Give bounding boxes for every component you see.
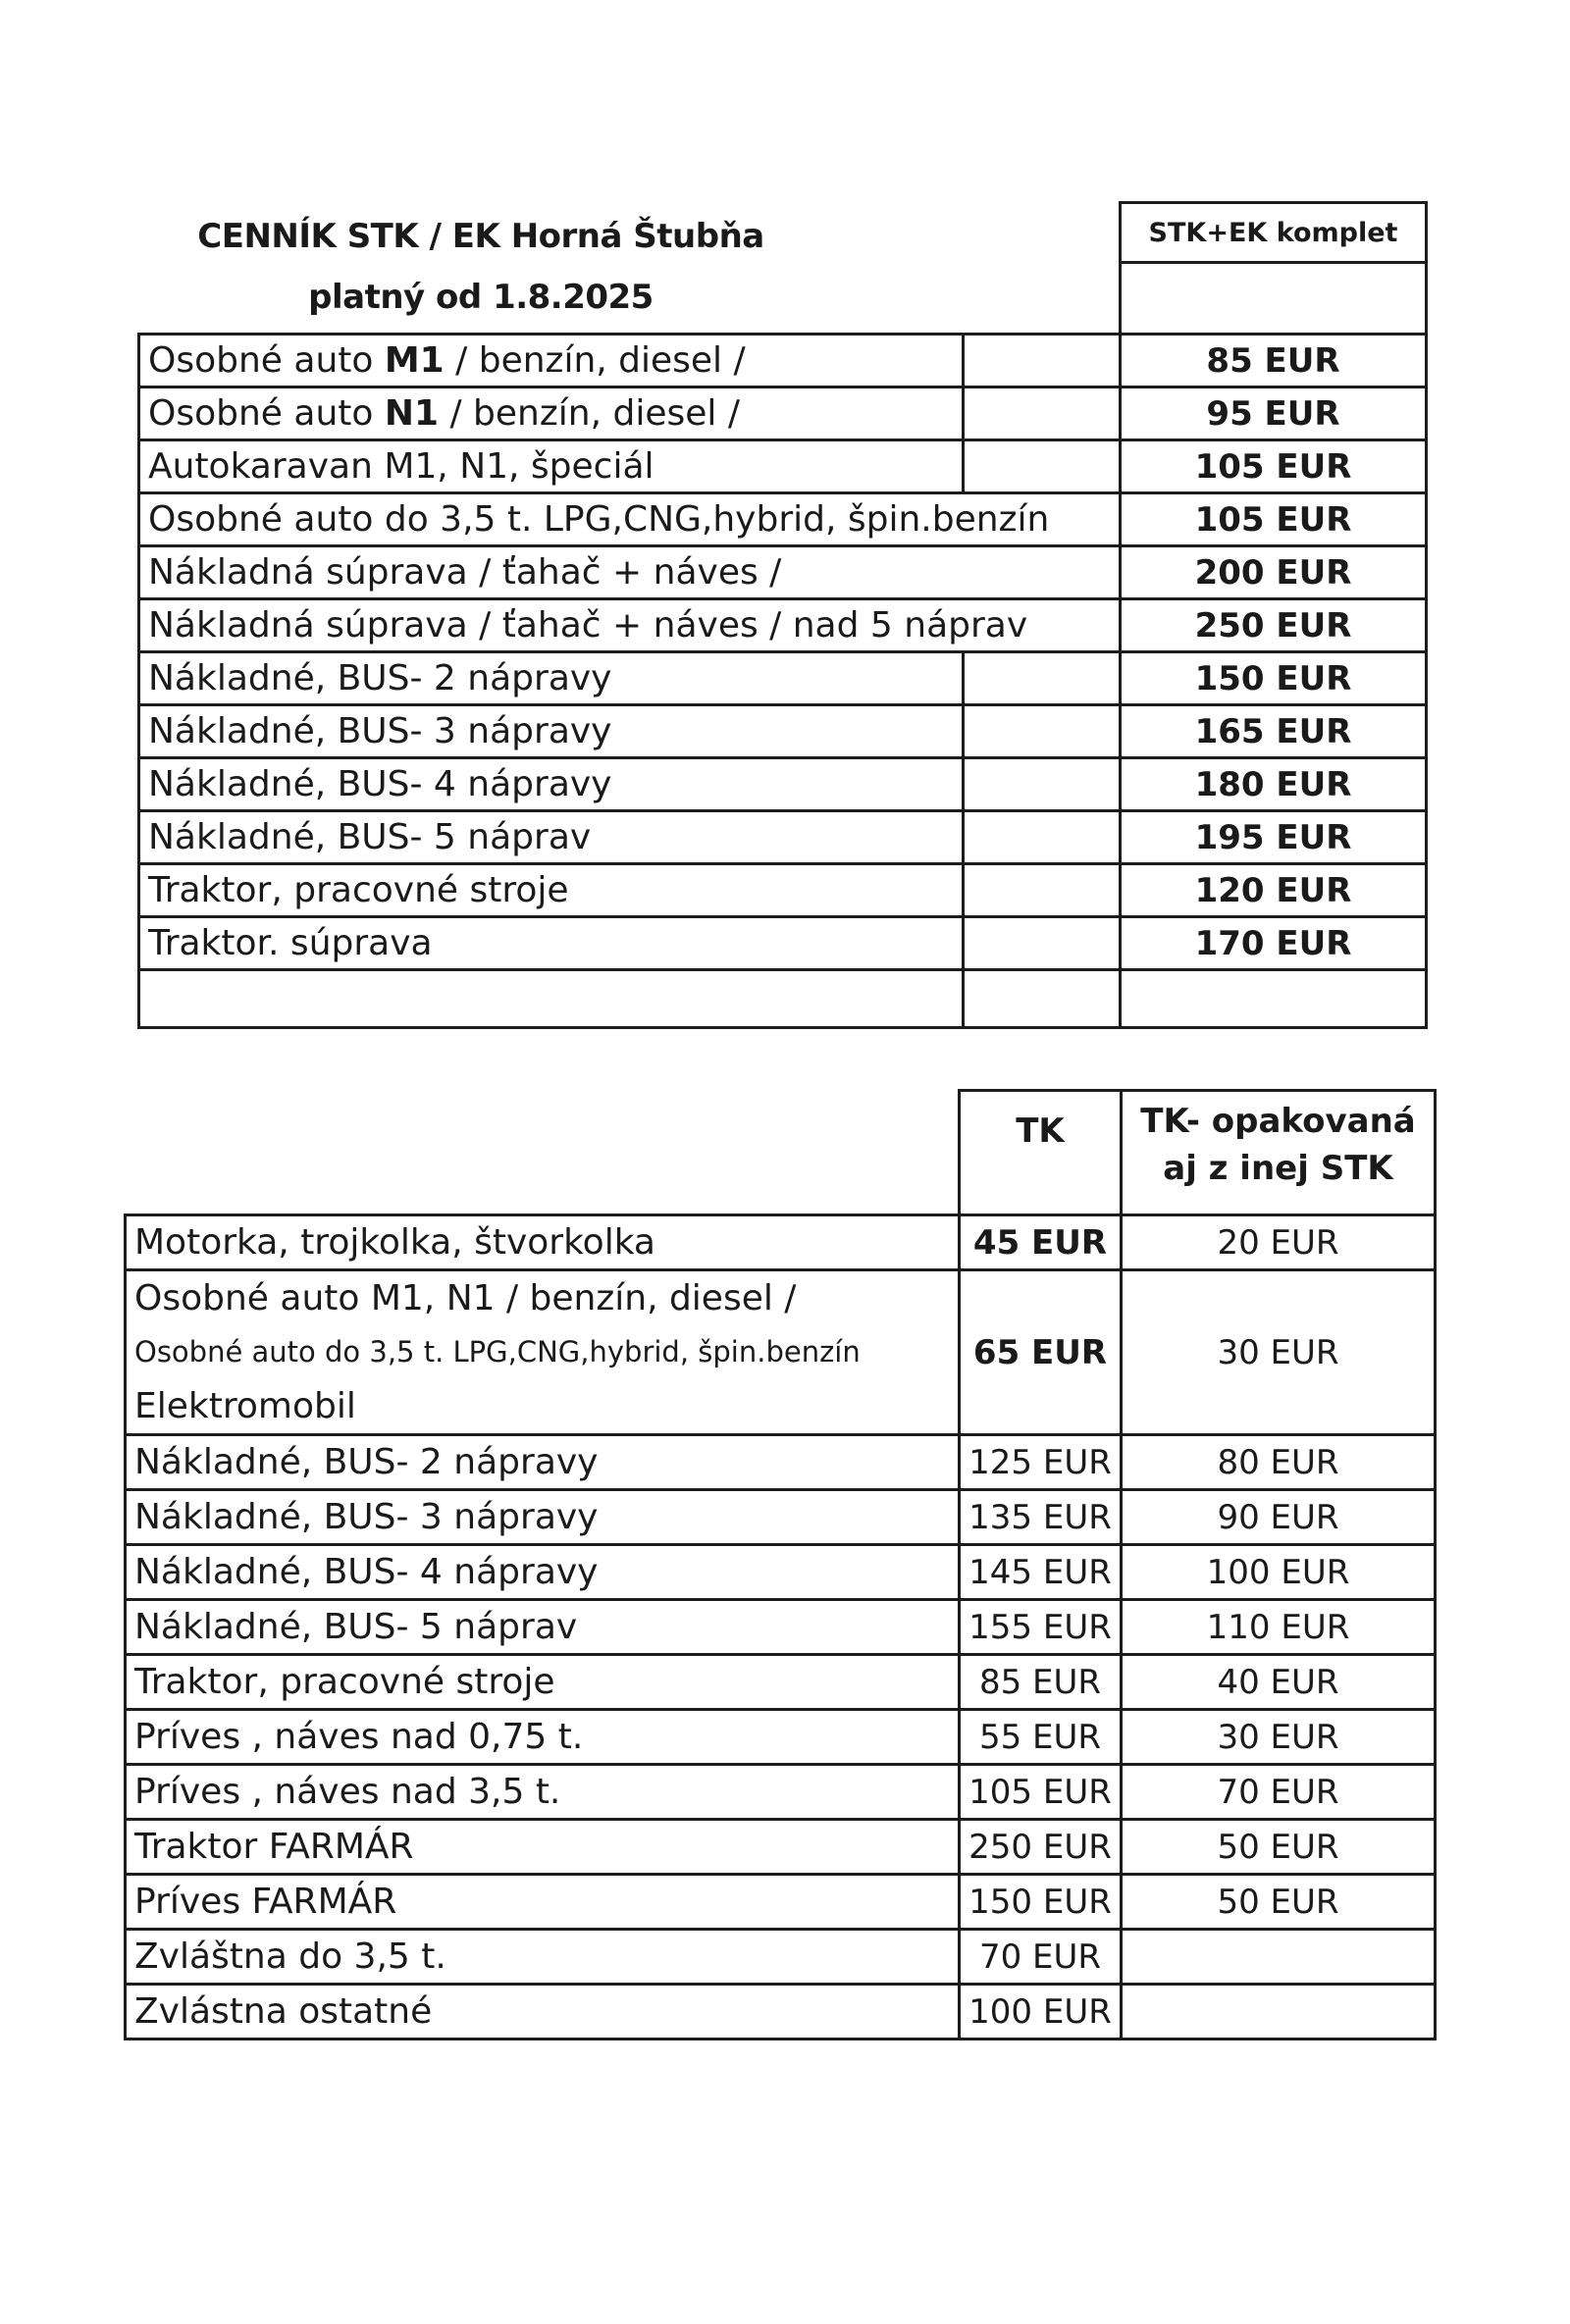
price-tk: 150 EUR (960, 1875, 1122, 1930)
column-header-komplet: STK+EK komplet (1121, 203, 1427, 263)
table-row (126, 1600, 1436, 1655)
table-row (126, 1545, 1436, 1600)
vehicle-category (139, 335, 964, 387)
price-tk: 45 EUR (960, 1215, 1122, 1270)
price-tk: 155 EUR (960, 1600, 1122, 1655)
empty-cell (964, 387, 1121, 440)
price-komplet: 195 EUR (1121, 811, 1427, 864)
price-komplet: 105 EUR (1121, 440, 1427, 493)
vehicle-category (126, 1270, 960, 1435)
vehicle-category: Motorka, trojkolka, štvorkolka (126, 1215, 960, 1270)
vehicle-category: Traktor, pracovné stroje (126, 1655, 960, 1710)
tk-header-label: TK (1016, 1111, 1065, 1151)
empty-cell (964, 705, 1121, 758)
table-row (126, 1875, 1436, 1930)
vehicle-category (139, 652, 964, 705)
vehicle-label-line1: Osobné auto M1, N1 / benzín, diesel / (134, 1278, 797, 1318)
price-komplet: 120 EUR (1121, 864, 1427, 917)
table-row (126, 1710, 1436, 1765)
empty-cell (964, 440, 1121, 493)
vehicle-category (139, 387, 964, 440)
price-tk: 135 EUR (960, 1490, 1122, 1545)
table-row (126, 1215, 1436, 1270)
empty-cell (1121, 970, 1427, 1028)
price-tk-repeat: 100 EUR (1122, 1545, 1436, 1600)
vehicle-class: N1 (384, 393, 440, 434)
price-tk-repeat: 50 EUR (1122, 1875, 1436, 1930)
vehicle-label-line3: Elektromobil (134, 1386, 356, 1426)
vehicle-category: Príves FARMÁR (126, 1875, 960, 1930)
vehicle-label: Nákladné, BUS- 3 nápravy (148, 711, 612, 751)
vehicle-label: Nákladné, BUS- 4 nápravy (148, 764, 612, 804)
table-row (139, 493, 1427, 546)
empty-cell (964, 758, 1121, 811)
price-tk: 100 EUR (960, 1985, 1122, 2040)
empty-cell (1121, 263, 1427, 335)
price-tk-repeat: 110 EUR (1122, 1600, 1436, 1655)
vehicle-label: Osobné auto (148, 393, 385, 434)
price-tk-repeat (1122, 1930, 1436, 1985)
vehicle-category (139, 917, 964, 970)
vehicle-label: Autokaravan M1, N1, špeciál (148, 446, 654, 487)
vehicle-label: Nákladná súprava / ťahač + náves / (148, 552, 782, 593)
vehicle-category (139, 493, 1121, 546)
price-tk-repeat (1122, 1985, 1436, 2040)
vehicle-category: Nákladné, BUS- 5 náprav (126, 1600, 960, 1655)
empty-cell (964, 970, 1121, 1028)
table-row (139, 917, 1427, 970)
repeat-header-line1: TK- opakovaná (1140, 1102, 1416, 1141)
table-row (139, 546, 1427, 599)
price-tk-repeat: 70 EUR (1122, 1765, 1436, 1820)
price-komplet: 150 EUR (1121, 652, 1427, 705)
price-komplet: 165 EUR (1121, 705, 1427, 758)
tk-price-table (124, 1089, 1437, 2040)
price-tk-repeat: 90 EUR (1122, 1490, 1436, 1545)
table-row (126, 1820, 1436, 1875)
vehicle-label-suffix: / benzín, diesel / (444, 340, 746, 381)
price-tk-repeat: 20 EUR (1122, 1215, 1436, 1270)
vehicle-category (139, 705, 964, 758)
price-tk-repeat: 30 EUR (1122, 1710, 1436, 1765)
table-row (126, 1985, 1436, 2040)
price-tk-repeat: 50 EUR (1122, 1820, 1436, 1875)
price-tk: 70 EUR (960, 1930, 1122, 1985)
table-row (126, 1490, 1436, 1545)
table-row (139, 652, 1427, 705)
vehicle-class: M1 (384, 340, 445, 381)
vehicle-label: Osobné auto (148, 340, 385, 381)
price-komplet: 170 EUR (1121, 917, 1427, 970)
price-tk: 55 EUR (960, 1710, 1122, 1765)
table-row (126, 1655, 1436, 1710)
table-row (139, 599, 1427, 652)
empty-cell (964, 335, 1121, 387)
vehicle-label: Nákladná súprava / ťahač + náves / nad 5 náprav (148, 605, 1028, 646)
vehicle-label-line2: Osobné auto do 3,5 t. LPG,CNG,hybrid, špin.benzín (134, 1335, 861, 1369)
price-tk: 145 EUR (960, 1545, 1122, 1600)
vehicle-category: Traktor FARMÁR (126, 1820, 960, 1875)
empty-cell (139, 970, 964, 1028)
vehicle-category (139, 599, 1121, 652)
table-row (139, 440, 1427, 493)
vehicle-label: Osobné auto do 3,5 t. LPG,CNG,hybrid, špin.benzín (148, 499, 1050, 540)
price-komplet: 85 EUR (1121, 335, 1427, 387)
vehicle-category: Zvláštna do 3,5 t. (126, 1930, 960, 1985)
vehicle-label: Nákladné, BUS- 2 nápravy (148, 658, 612, 698)
vehicle-label: Traktor. súprava (148, 923, 433, 963)
price-komplet: 95 EUR (1121, 387, 1427, 440)
repeat-header-line2: aj z inej STK (1163, 1149, 1393, 1188)
vehicle-category (139, 440, 964, 493)
price-tk: 125 EUR (960, 1435, 1122, 1490)
valid-from-date: platný od 1.8.2025 (308, 278, 654, 317)
table-row (139, 335, 1427, 387)
empty-cell (964, 864, 1121, 917)
price-komplet: 105 EUR (1121, 493, 1427, 546)
empty-cell (964, 917, 1121, 970)
vehicle-category (139, 864, 964, 917)
vehicle-category: Nákladné, BUS- 3 nápravy (126, 1490, 960, 1545)
vehicle-category (139, 758, 964, 811)
empty-cell (964, 811, 1121, 864)
vehicle-label: Traktor, pracovné stroje (148, 870, 569, 910)
table-row-combined (126, 1270, 1436, 1435)
price-tk-repeat: 80 EUR (1122, 1435, 1436, 1490)
table-row (139, 811, 1427, 864)
price-komplet: 180 EUR (1121, 758, 1427, 811)
vehicle-category (139, 546, 1121, 599)
stk-ek-price-table (137, 201, 1428, 1029)
table-row (139, 864, 1427, 917)
document-title: CENNÍK STK / EK Horná Štubňa (197, 217, 764, 256)
vehicle-category: Nákladné, BUS- 2 nápravy (126, 1435, 960, 1490)
price-tk: 105 EUR (960, 1765, 1122, 1820)
price-tk: 85 EUR (960, 1655, 1122, 1710)
tk-table-header (126, 1091, 1436, 1215)
table-row (126, 1435, 1436, 1490)
price-komplet: 250 EUR (1121, 599, 1427, 652)
table-row (126, 1930, 1436, 1985)
price-tk: 250 EUR (960, 1820, 1122, 1875)
vehicle-category: Príves , náves nad 3,5 t. (126, 1765, 960, 1820)
price-komplet: 200 EUR (1121, 546, 1427, 599)
vehicle-category: Príves , náves nad 0,75 t. (126, 1710, 960, 1765)
vehicle-category: Nákladné, BUS- 4 nápravy (126, 1545, 960, 1600)
table-row (139, 387, 1427, 440)
vehicle-category (139, 811, 964, 864)
price-tk: 65 EUR (960, 1270, 1122, 1435)
price-tk-repeat: 30 EUR (1122, 1270, 1436, 1435)
vehicle-label: Nákladné, BUS- 5 náprav (148, 817, 592, 857)
table-row (126, 1765, 1436, 1820)
column-header-repeat (1122, 1091, 1436, 1215)
vehicle-category: Zvlástna ostatné (126, 1985, 960, 2040)
table-row (139, 705, 1427, 758)
price-tk-repeat: 40 EUR (1122, 1655, 1436, 1710)
vehicle-label-suffix: / benzín, diesel / (439, 393, 740, 434)
column-header-tk (960, 1091, 1122, 1215)
table-row (139, 758, 1427, 811)
empty-cell (964, 652, 1121, 705)
